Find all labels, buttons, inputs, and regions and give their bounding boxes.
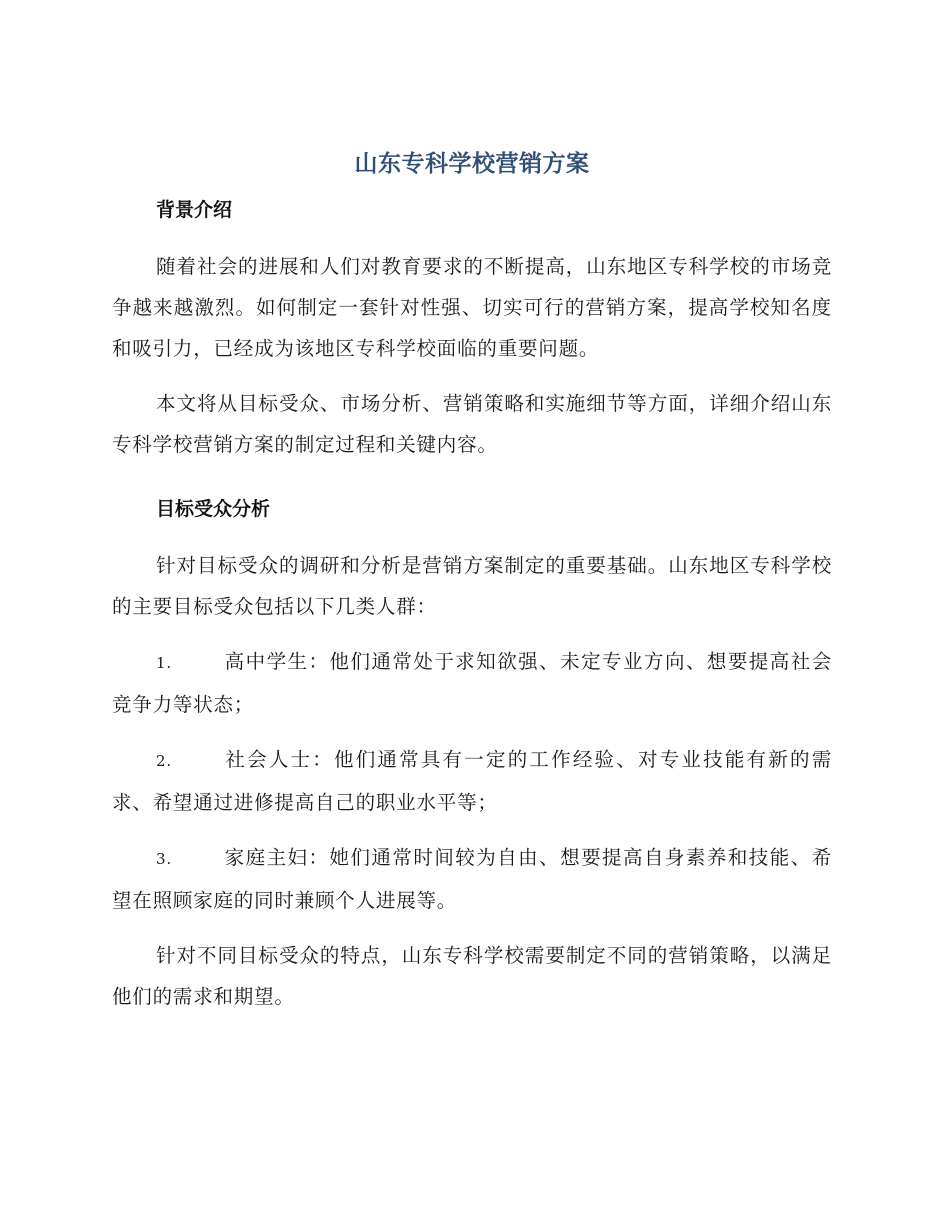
document-title: 山东专科学校营销方案 (354, 151, 590, 177)
list-item-number: 1. (156, 654, 172, 672)
audience-intro-paragraph: 针对目标受众的调研和分析是营销方案制定的重要基础。山东地区专科学校的主要目标受众包括以下几类人群： (112, 554, 832, 618)
section-heading-background: 背景介绍 (156, 199, 233, 221)
background-paragraph-2: 本文将从目标受众、市场分析、营销策略和实施细节等方面，详细介绍山东专科学校营销方案的制定过程和关键内容。 (112, 392, 832, 456)
section-heading-audience: 目标受众分析 (156, 498, 271, 520)
background-paragraph-1: 随着社会的进展和人们对教育要求的不断提高，山东地区专科学校的市场竞争越来越激烈。如何制定一套针对性强、切实可行的营销方案，提高学校知名度和吸引力，已经成为该地区专科学校面临的重要问题。 (112, 255, 832, 360)
list-item-number: 2. (156, 752, 172, 770)
list-item-text: 高中学生：他们通常处于求知欲强、未定专业方向、想要提高社会竞争力等状态； (112, 650, 832, 716)
list-item-text: 社会人士：他们通常具有一定的工作经验、对专业技能有新的需求、希望通过进修提高自己的职业水平等； (112, 748, 832, 814)
list-item (112, 641, 832, 725)
list-item (112, 739, 832, 823)
list-item-text: 家庭主妇：她们通常时间较为自由、想要提高自身素养和技能、希望在照顾家庭的同时兼顾个人进展等。 (112, 846, 832, 912)
list-item (112, 837, 832, 921)
audience-closing-paragraph: 针对不同目标受众的特点，山东专科学校需要制定不同的营销策略，以满足他们的需求和期望。 (112, 944, 832, 1008)
document-body (112, 146, 832, 1031)
list-item-number: 3. (156, 850, 172, 868)
